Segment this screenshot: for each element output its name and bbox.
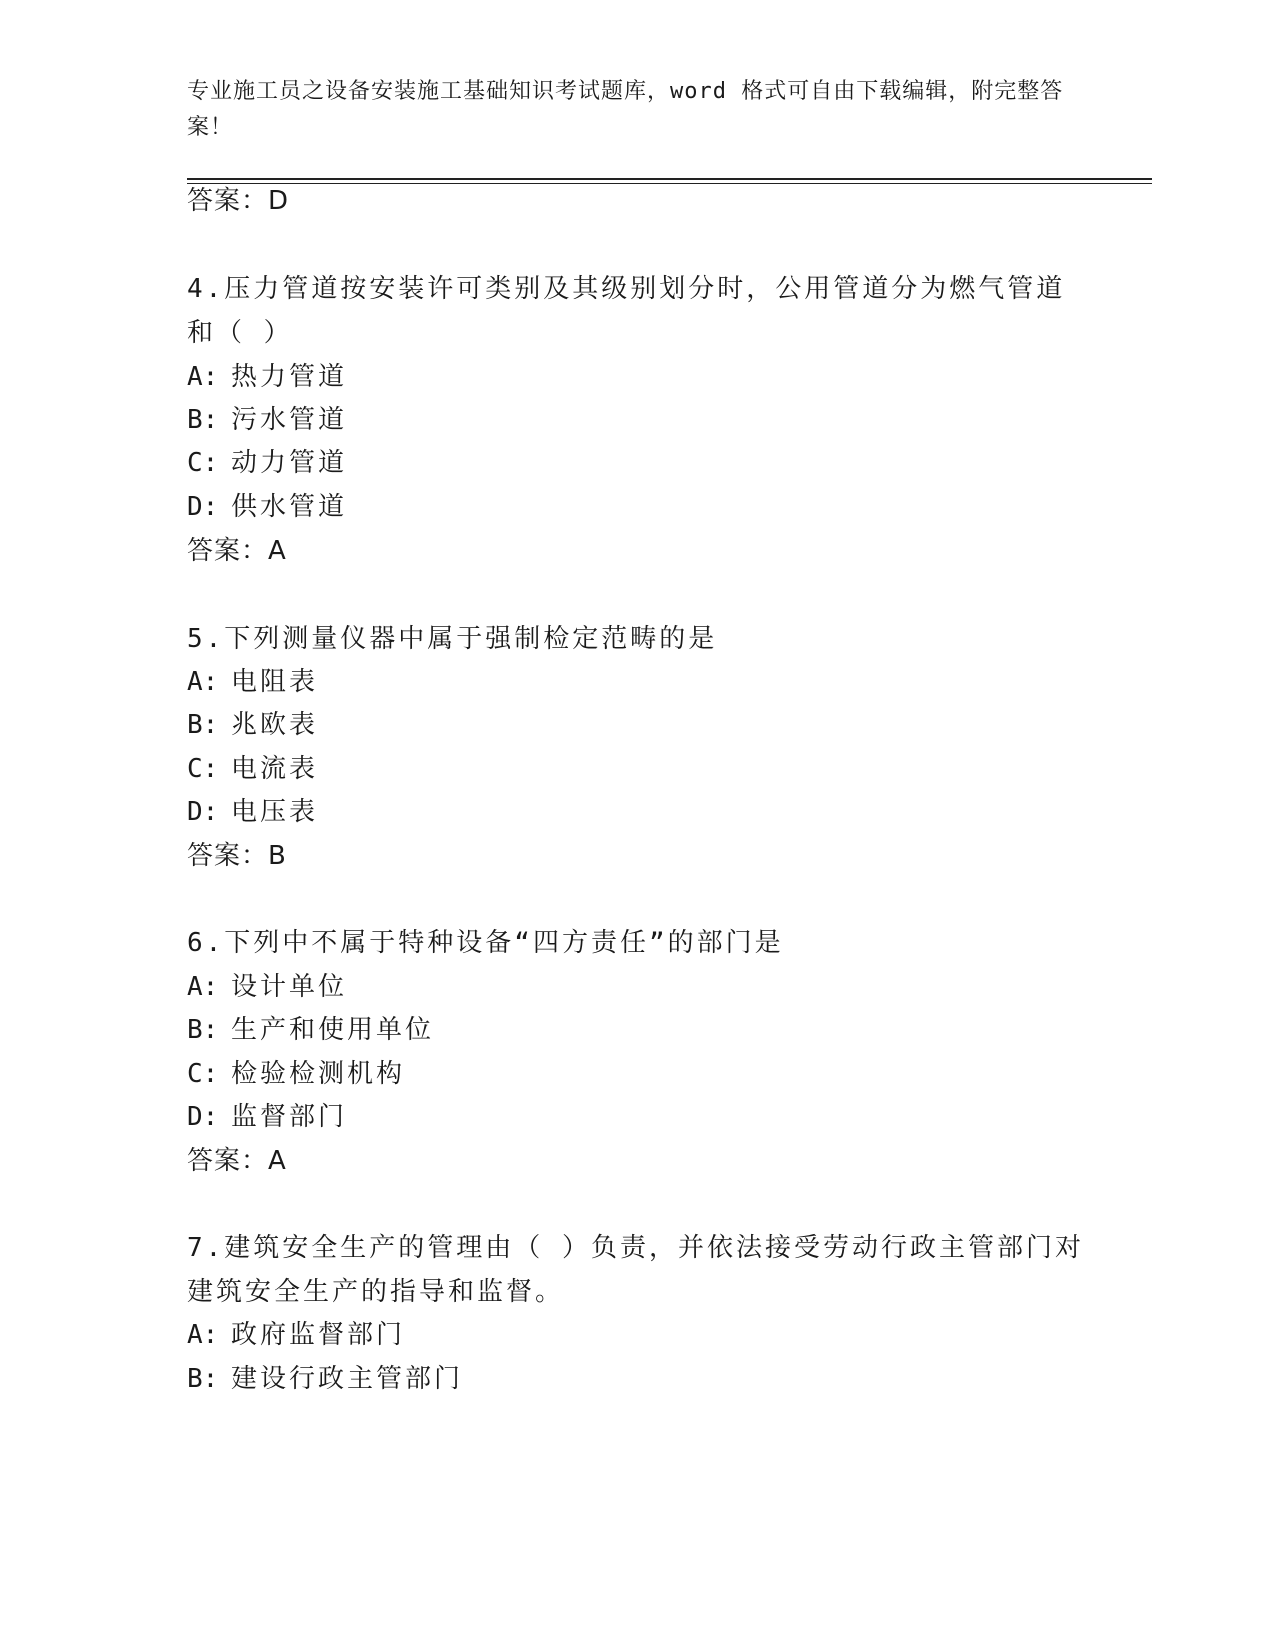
option-text: 生产和使用单位: [231, 1015, 435, 1045]
question-7-option-b: [187, 1362, 463, 1396]
option-text: 电压表: [231, 797, 319, 827]
option-text: 热力管道: [231, 362, 348, 392]
option-letter: C:: [187, 1059, 219, 1089]
header-divider-thin: [187, 183, 1152, 184]
document-header: 专业施工员之设备安装施工基础知识考试题库，word 格式可自由下载编辑，附完整答案！: [187, 79, 1064, 140]
option-text: 电阻表: [231, 667, 319, 697]
question-4-answer: 答案：A: [187, 536, 287, 566]
option-letter: B:: [187, 1015, 219, 1045]
question-5-option-a: [187, 665, 318, 699]
question-6-option-c: [187, 1057, 405, 1091]
question-5-option-b: [187, 708, 318, 742]
question-5-option-d: [187, 795, 318, 829]
header-divider: [187, 178, 1152, 180]
question-4-stem-line1: 4.压力管道按安装许可类别及其级别划分时，公用管道分为燃气管道: [187, 274, 1066, 304]
option-letter: C:: [187, 448, 219, 478]
option-letter: C:: [187, 754, 219, 784]
question-6-option-a: [187, 970, 347, 1004]
question-7-stem-line2: 建筑安全生产的指导和监督。: [187, 1277, 565, 1307]
option-text: 污水管道: [231, 405, 348, 435]
question-5-answer: 答案：B: [187, 841, 287, 871]
option-letter: B:: [187, 1364, 219, 1394]
question-4-option-b: [187, 403, 347, 437]
option-text: 建设行政主管部门: [231, 1364, 464, 1394]
question-7-option-a: [187, 1318, 405, 1352]
question-6-option-b: [187, 1013, 434, 1047]
option-text: 政府监督部门: [231, 1320, 406, 1350]
option-letter: A:: [187, 972, 219, 1002]
option-text: 设计单位: [231, 972, 348, 1002]
question-5-stem-line1: 5.下列测量仪器中属于强制检定范畴的是: [187, 624, 718, 654]
question-4-option-d: [187, 490, 347, 524]
question-5-option-c: [187, 752, 318, 786]
answer-prev: 答案：D: [187, 186, 290, 216]
option-letter: A:: [187, 362, 219, 392]
option-letter: B:: [187, 710, 219, 740]
question-6-option-d: [187, 1100, 347, 1134]
option-letter: A:: [187, 667, 219, 697]
option-text: 动力管道: [231, 448, 348, 478]
question-7-stem-line1: 7.建筑安全生产的管理由（ ）负责，并依法接受劳动行政主管部门对: [187, 1233, 1084, 1263]
option-text: 检验检测机构: [231, 1059, 406, 1089]
option-text: 兆欧表: [231, 710, 319, 740]
question-6-answer: 答案：A: [187, 1146, 287, 1176]
option-text: 电流表: [231, 754, 319, 784]
question-4-stem-line2: 和（ ）: [187, 318, 293, 348]
option-letter: D:: [187, 492, 219, 522]
question-6-stem-line1: 6.下列中不属于特种设备“四方责任”的部门是: [187, 928, 784, 958]
option-letter: A:: [187, 1320, 219, 1350]
option-letter: D:: [187, 797, 219, 827]
question-4-option-a: [187, 360, 347, 394]
option-text: 监督部门: [231, 1102, 348, 1132]
question-4-option-c: [187, 446, 347, 480]
option-letter: B:: [187, 405, 219, 435]
option-letter: D:: [187, 1102, 219, 1132]
option-text: 供水管道: [231, 492, 348, 522]
